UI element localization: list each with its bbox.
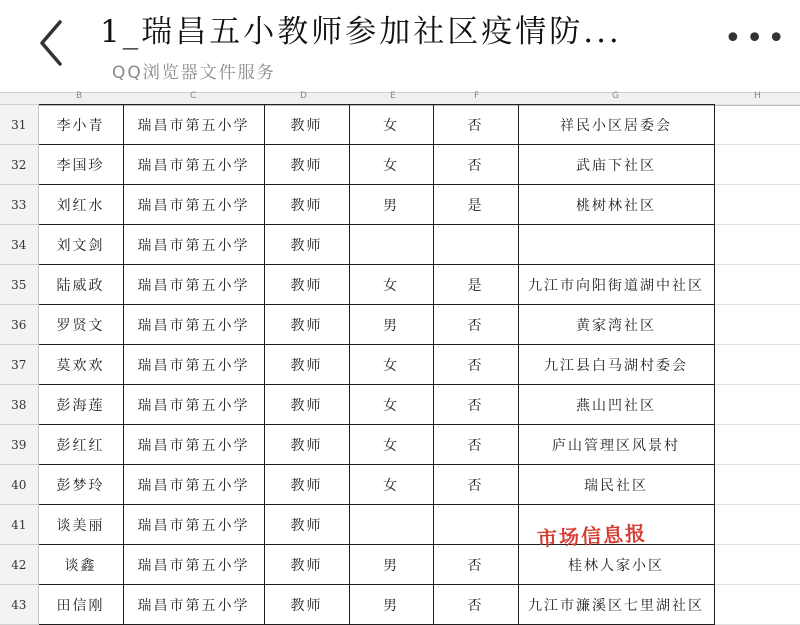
table-row[interactable] <box>0 545 800 585</box>
row-number[interactable]: 32 <box>0 145 38 185</box>
column-header-c: C <box>190 91 197 101</box>
cell-role[interactable]: 教师 <box>264 385 349 425</box>
cell-name[interactable]: 彭海莲 <box>38 385 123 425</box>
cell-school[interactable]: 瑞昌市第五小学 <box>123 105 264 145</box>
row-number[interactable]: 33 <box>0 185 38 225</box>
cell-name[interactable]: 刘文剑 <box>38 225 123 265</box>
file-title: 1_瑞昌五小教师参加社区疫情防... <box>100 14 622 50</box>
cell-community[interactable]: 九江市向阳街道湖中社区 <box>518 265 714 305</box>
cell-flag[interactable]: 否 <box>433 465 518 505</box>
row-number[interactable]: 36 <box>0 305 38 345</box>
cell-gender[interactable]: 男 <box>349 545 433 585</box>
cell-community[interactable]: 庐山管理区风景村 <box>518 425 714 465</box>
cell-empty[interactable] <box>714 465 800 505</box>
cell-school[interactable]: 瑞昌市第五小学 <box>123 225 264 265</box>
cell-gender[interactable] <box>349 225 433 265</box>
cell-flag[interactable]: 否 <box>433 585 518 625</box>
cell-flag[interactable] <box>433 225 518 265</box>
column-header-b: B <box>76 91 83 101</box>
column-header-d: D <box>300 91 307 101</box>
cell-name[interactable]: 李小青 <box>38 105 123 145</box>
cell-role[interactable]: 教师 <box>264 505 349 545</box>
cell-flag[interactable]: 否 <box>433 545 518 585</box>
column-header-e: E <box>390 91 396 101</box>
cell-flag[interactable]: 否 <box>433 305 518 345</box>
cell-empty[interactable] <box>714 145 800 185</box>
cell-school[interactable]: 瑞昌市第五小学 <box>123 545 264 585</box>
cell-school[interactable]: 瑞昌市第五小学 <box>123 305 264 345</box>
cell-role[interactable]: 教师 <box>264 585 349 625</box>
column-header-g: G <box>612 91 619 101</box>
cell-school[interactable]: 瑞昌市第五小学 <box>123 425 264 465</box>
cell-flag[interactable]: 否 <box>433 145 518 185</box>
cell-gender[interactable]: 女 <box>349 105 433 145</box>
cell-name[interactable]: 李国珍 <box>38 145 123 185</box>
cell-gender[interactable]: 男 <box>349 305 433 345</box>
table-row[interactable] <box>0 145 800 185</box>
cell-name[interactable]: 陆威政 <box>38 265 123 305</box>
row-number[interactable]: 35 <box>0 265 38 305</box>
cell-gender[interactable]: 女 <box>349 345 433 385</box>
cell-community[interactable]: 瑞民社区 <box>518 465 714 505</box>
row-number[interactable]: 34 <box>0 225 38 265</box>
spreadsheet-grid[interactable] <box>0 104 800 625</box>
cell-community[interactable]: 桃树林社区 <box>518 185 714 225</box>
cell-empty[interactable] <box>714 305 800 345</box>
cell-gender[interactable]: 女 <box>349 465 433 505</box>
cell-gender[interactable]: 女 <box>349 385 433 425</box>
cell-name[interactable]: 谈美丽 <box>38 505 123 545</box>
cell-school[interactable]: 瑞昌市第五小学 <box>123 345 264 385</box>
cell-empty[interactable] <box>714 265 800 305</box>
table-row[interactable] <box>0 305 800 345</box>
cell-name[interactable]: 谈鑫 <box>38 545 123 585</box>
cell-school[interactable]: 瑞昌市第五小学 <box>123 185 264 225</box>
cell-empty[interactable] <box>714 425 800 465</box>
cell-school[interactable]: 瑞昌市第五小学 <box>123 265 264 305</box>
cell-community[interactable]: 桂林人家小区 <box>518 545 714 585</box>
table-row[interactable] <box>0 185 800 225</box>
cell-empty[interactable] <box>714 105 800 145</box>
cell-community[interactable] <box>518 225 714 265</box>
cell-gender[interactable]: 女 <box>349 425 433 465</box>
cell-community[interactable]: 九江县白马湖村委会 <box>518 345 714 385</box>
cell-gender[interactable]: 男 <box>349 185 433 225</box>
cell-empty[interactable] <box>714 345 800 385</box>
cell-name[interactable]: 彭梦玲 <box>38 465 123 505</box>
cell-name[interactable]: 罗贤文 <box>38 305 123 345</box>
watermark-logo: 市场信息报 <box>536 521 648 551</box>
cell-flag[interactable]: 是 <box>433 185 518 225</box>
cell-name[interactable]: 莫欢欢 <box>38 345 123 385</box>
cell-name[interactable]: 田信刚 <box>38 585 123 625</box>
row-number[interactable]: 43 <box>0 585 38 625</box>
cell-gender[interactable]: 女 <box>349 265 433 305</box>
cell-flag[interactable]: 否 <box>433 385 518 425</box>
table-row[interactable] <box>0 385 800 425</box>
cell-community[interactable]: 黄家湾社区 <box>518 305 714 345</box>
cell-flag[interactable]: 否 <box>433 105 518 145</box>
cell-gender[interactable] <box>349 505 433 545</box>
cell-community[interactable]: 祥民小区居委会 <box>518 105 714 145</box>
table-row[interactable] <box>0 265 800 305</box>
cell-community[interactable]: 九江市濂溪区七里湖社区 <box>518 585 714 625</box>
cell-school[interactable]: 瑞昌市第五小学 <box>123 145 264 185</box>
app-header <box>0 0 800 92</box>
more-menu-button[interactable]: ••• <box>724 21 790 56</box>
column-header-f: F <box>474 91 480 101</box>
cell-empty[interactable] <box>714 545 800 585</box>
cell-role[interactable]: 教师 <box>264 145 349 185</box>
cell-community[interactable]: 燕山凹社区 <box>518 385 714 425</box>
table-row[interactable] <box>0 505 800 545</box>
cell-empty[interactable] <box>714 185 800 225</box>
file-service-label: QQ浏览器文件服务 <box>112 63 276 83</box>
cell-role[interactable]: 教师 <box>264 225 349 265</box>
row-number[interactable]: 31 <box>0 105 38 145</box>
cell-name[interactable]: 刘红水 <box>38 185 123 225</box>
table-row[interactable] <box>0 105 800 145</box>
cell-role[interactable]: 教师 <box>264 185 349 225</box>
cell-flag[interactable]: 否 <box>433 425 518 465</box>
cell-gender[interactable]: 女 <box>349 145 433 185</box>
cell-school[interactable]: 瑞昌市第五小学 <box>123 465 264 505</box>
cell-flag[interactable]: 否 <box>433 345 518 385</box>
cell-empty[interactable] <box>714 225 800 265</box>
table-row[interactable] <box>0 585 800 625</box>
cell-flag[interactable] <box>433 505 518 545</box>
cell-role[interactable]: 教师 <box>264 465 349 505</box>
cell-role[interactable]: 教师 <box>264 345 349 385</box>
cell-flag[interactable]: 是 <box>433 265 518 305</box>
cell-role[interactable]: 教师 <box>264 545 349 585</box>
table-row[interactable] <box>0 345 800 385</box>
row-number[interactable]: 37 <box>0 345 38 385</box>
cell-role[interactable]: 教师 <box>264 425 349 465</box>
row-number[interactable]: 38 <box>0 385 38 425</box>
cell-school[interactable]: 瑞昌市第五小学 <box>123 385 264 425</box>
cell-empty[interactable] <box>714 585 800 625</box>
cell-community[interactable]: 武庙下社区 <box>518 145 714 185</box>
back-button[interactable] <box>34 18 70 68</box>
chevron-left-icon <box>34 18 70 68</box>
column-header-h: H <box>754 91 761 101</box>
cell-school[interactable]: 瑞昌市第五小学 <box>123 585 264 625</box>
table-row[interactable] <box>0 465 800 505</box>
table-row[interactable] <box>0 225 800 265</box>
data-table <box>0 104 800 625</box>
cell-empty[interactable] <box>714 385 800 425</box>
cell-role[interactable]: 教师 <box>264 305 349 345</box>
cell-role[interactable]: 教师 <box>264 265 349 305</box>
row-number[interactable]: 40 <box>0 465 38 505</box>
row-number[interactable]: 41 <box>0 505 38 545</box>
cell-empty[interactable] <box>714 505 800 545</box>
cell-gender[interactable]: 男 <box>349 585 433 625</box>
row-number[interactable]: 42 <box>0 545 38 585</box>
cell-school[interactable]: 瑞昌市第五小学 <box>123 505 264 545</box>
table-row[interactable] <box>0 425 800 465</box>
cell-role[interactable]: 教师 <box>264 105 349 145</box>
row-number[interactable]: 39 <box>0 425 38 465</box>
cell-name[interactable]: 彭红红 <box>38 425 123 465</box>
